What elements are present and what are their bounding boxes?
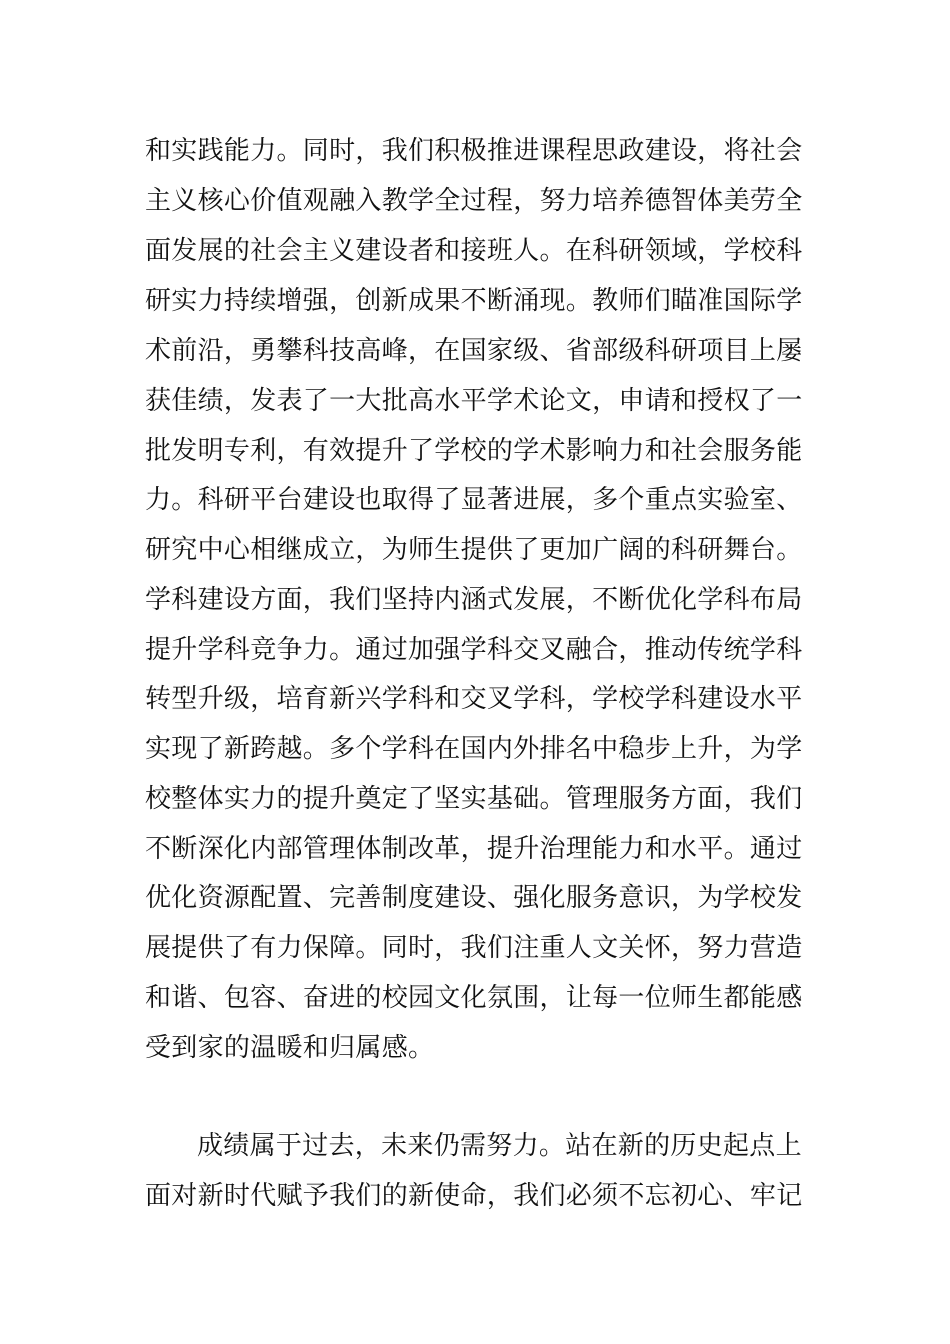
text-line: 面对新时代赋予我们的新使命，我们必须不忘初心、牢记 [145,1181,803,1211]
text-line: 学科建设方面，我们坚持内涵式发展，不断优化学科布局 [145,585,803,615]
text-line: 实现了新跨越。多个学科在国内外排名中稳步上升，为学 [145,734,803,764]
text-line: 研究中心相继成立，为师生提供了更加广阔的科研舞台。 [145,535,803,565]
text-line: 力。科研平台建设也取得了显著进展，多个重点实验室、 [145,485,803,515]
text-line: 不断深化内部管理体制改革，提升治理能力和水平。通过 [145,834,803,864]
text-line: 面发展的社会主义建设者和接班人。在科研领域，学校科 [145,236,803,266]
text-line: 转型升级，培育新兴学科和交叉学科，学校学科建设水平 [145,684,803,714]
text-line: 优化资源配置、完善制度建设、强化服务意识，为学校发 [145,883,803,913]
text-line: 获佳绩，发表了一大批高水平学术论文，申请和授权了一 [145,386,803,416]
text-line: 成绩属于过去，未来仍需努力。站在新的历史起点上 [197,1131,802,1161]
text-line: 研实力持续增强，创新成果不断涌现。教师们瞄准国际学 [145,286,803,316]
text-line: 校整体实力的提升奠定了坚实基础。管理服务方面，我们 [145,784,803,814]
text-line: 术前沿，勇攀科技高峰，在国家级、省部级科研项目上屡 [145,336,803,366]
text-line: 受到家的温暖和归属感。 [145,1033,435,1063]
text-line: 展提供了有力保障。同时，我们注重人文关怀，努力营造 [145,933,803,963]
text-line: 提升学科竞争力。通过加强学科交叉融合，推动传统学科 [145,635,803,665]
text-line: 和实践能力。同时，我们积极推进课程思政建设，将社会 [145,136,803,166]
text-line: 批发明专利，有效提升了学校的学术影响力和社会服务能 [145,436,803,466]
text-line: 和谐、包容、奋进的校园文化氛围，让每一位师生都能感 [145,983,803,1013]
text-line: 主义核心价值观融入教学全过程，努力培养德智体美劳全 [145,186,803,216]
